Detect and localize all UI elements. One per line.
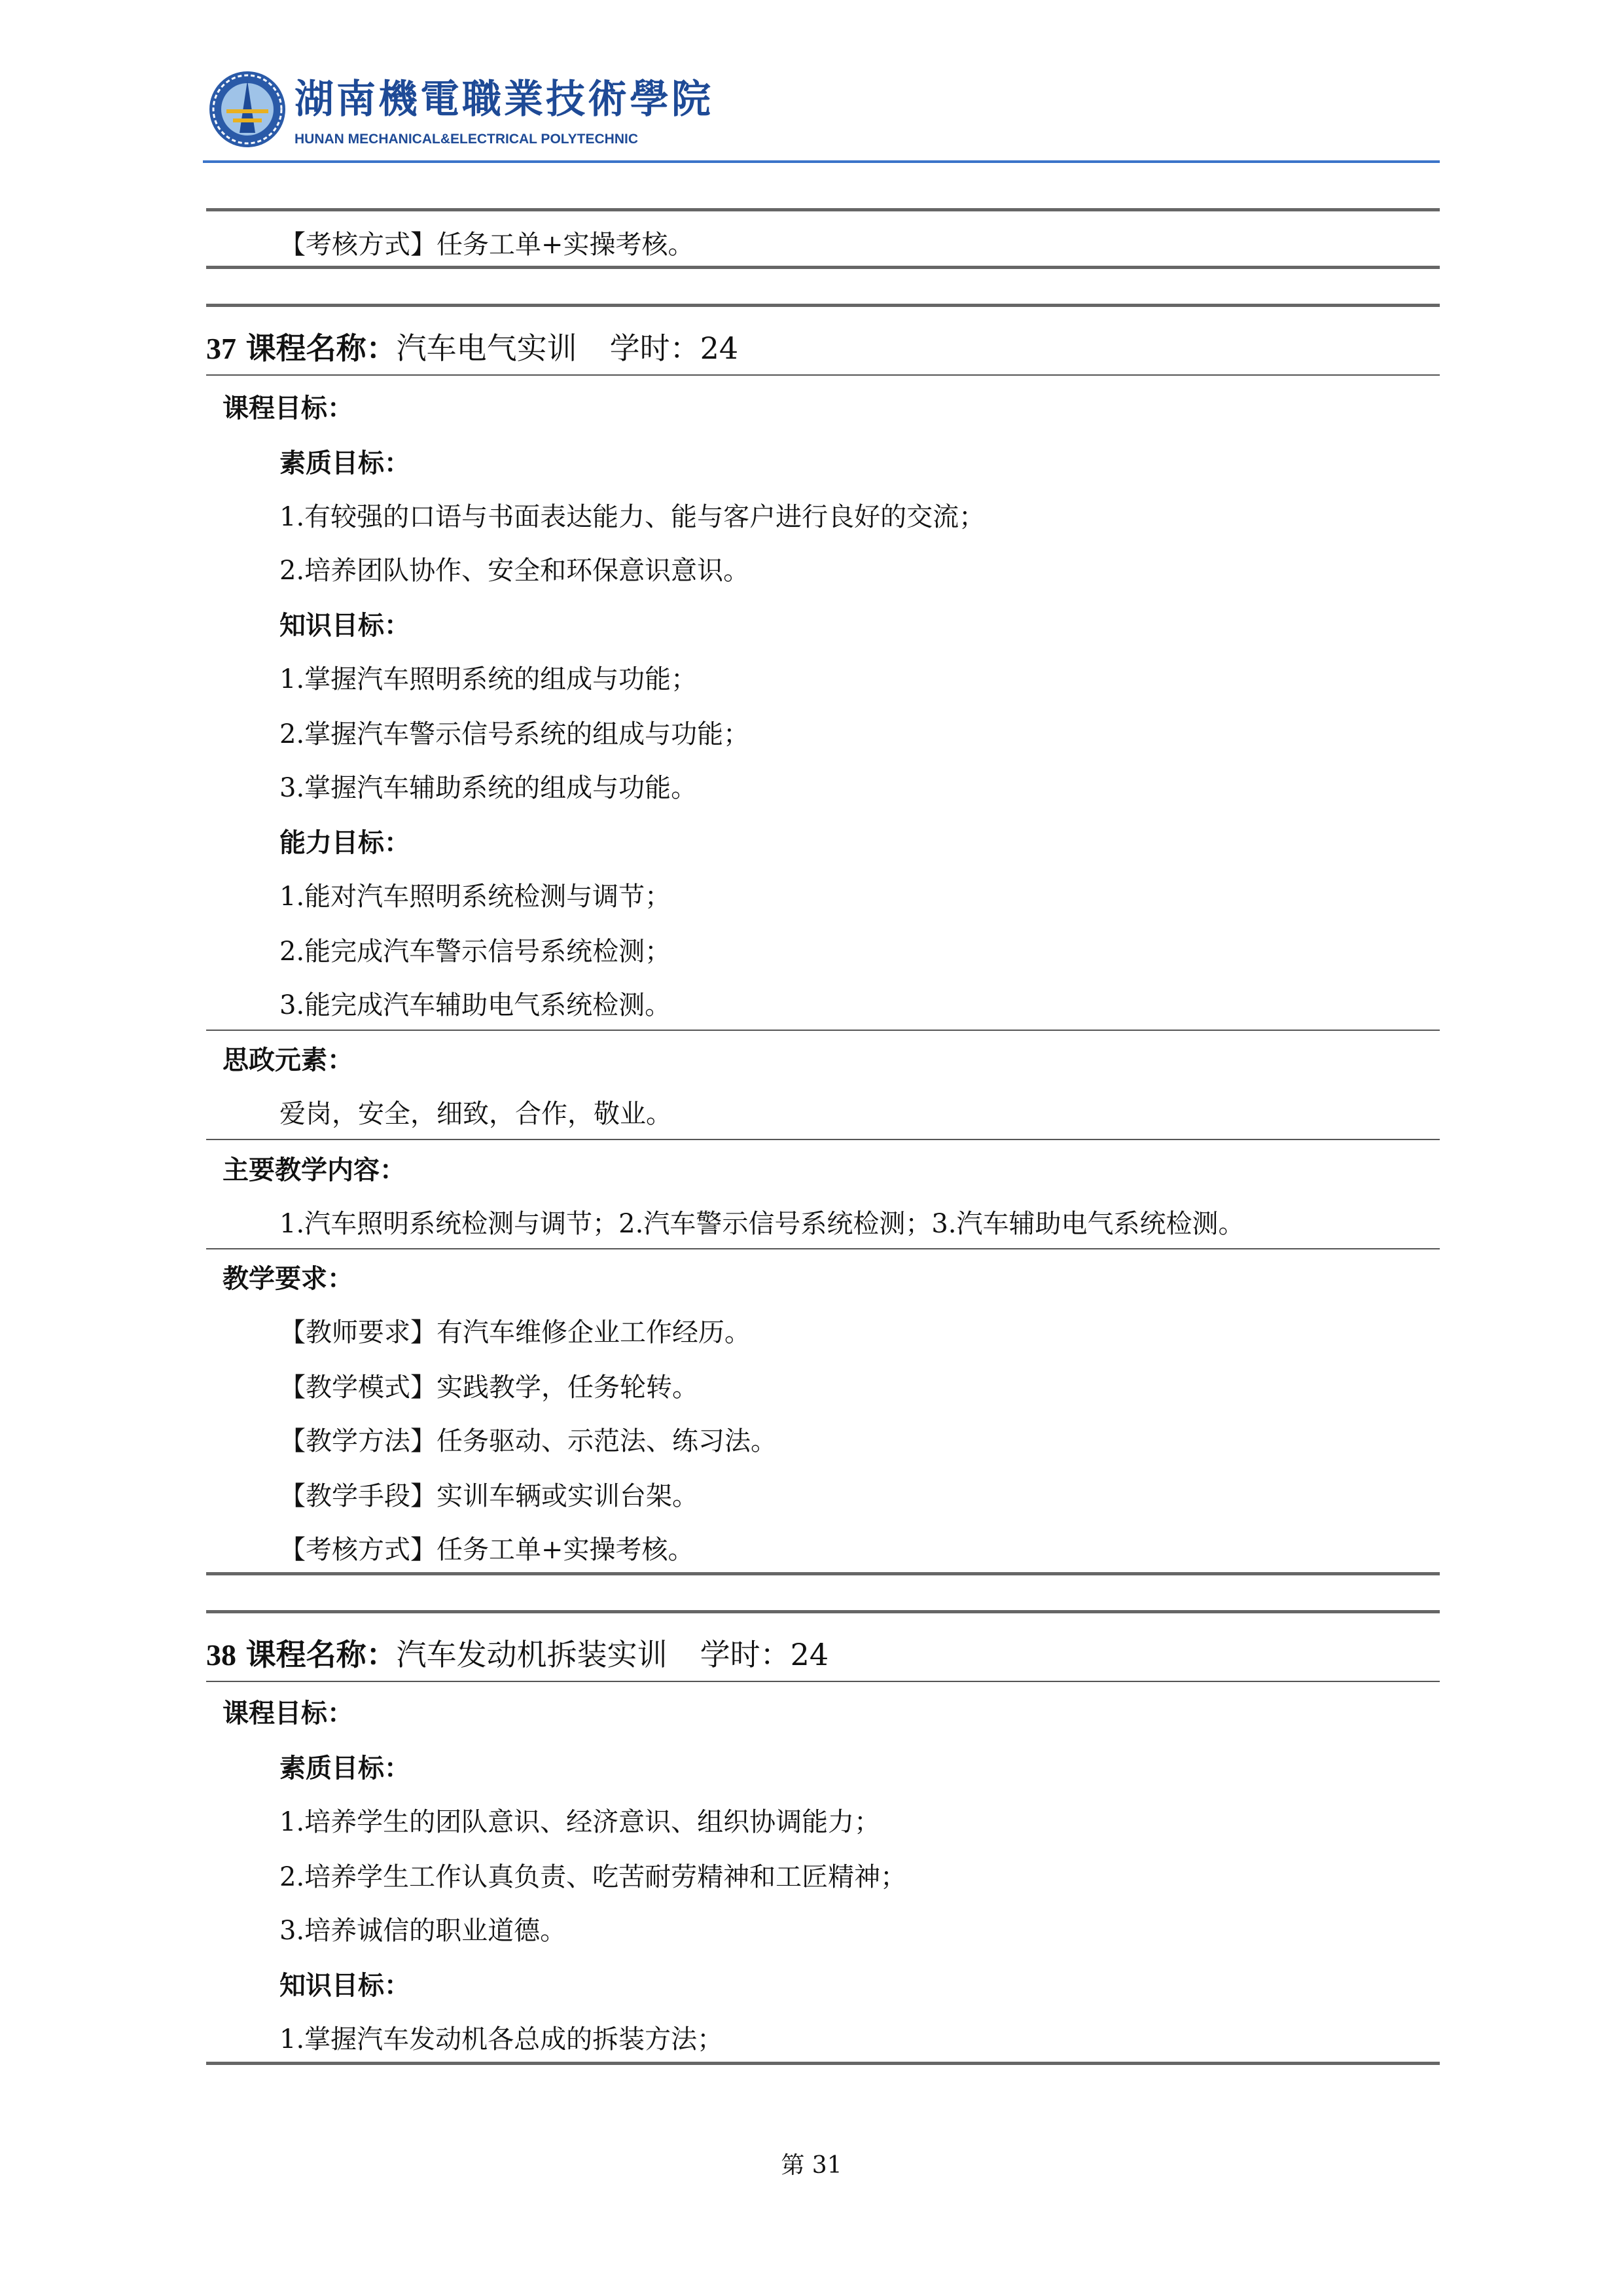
page-number: 第 31	[781, 2152, 842, 2179]
course-hours: 24	[790, 1637, 829, 1672]
divider	[206, 1681, 1440, 1682]
ideology-heading: 思政元素：	[223, 1045, 353, 1075]
quality-heading: 素质目标：	[279, 448, 410, 478]
req-item: 【教师要求】有汽车维修企业工作经历。	[279, 1318, 751, 1348]
goal-heading: 课程目标：	[223, 393, 353, 423]
knowledge-item: 3.掌握汽车辅助系统的组成与功能。	[279, 773, 698, 803]
divider	[206, 1610, 1440, 1613]
ideology-text: 爱岗，安全，细致，合作，敬业。	[279, 1099, 672, 1129]
knowledge-item: 1.掌握汽车照明系统的组成与功能；	[279, 664, 698, 694]
ability-item: 2.能完成汽车警示信号系统检测；	[279, 937, 671, 967]
course-name-label: 课程名称：	[245, 1637, 397, 1672]
divider	[206, 374, 1440, 376]
knowledge-heading: 知识目标：	[279, 610, 410, 641]
course37-title	[206, 330, 738, 367]
course-name: 汽车电气实训	[396, 331, 577, 366]
course-hours-label: 学时：	[609, 331, 700, 366]
ability-item: 3.能完成汽车辅助电气系统检测。	[279, 990, 671, 1020]
req-item: 【考核方式】任务工单+实操考核。	[279, 1535, 694, 1565]
school-name-cn: 湖南機電職業技術學院	[294, 77, 713, 122]
course38-title	[206, 1636, 829, 1674]
course-number: 38	[206, 1638, 236, 1672]
course-hours-label: 学时：	[700, 1637, 791, 1672]
course-hours: 24	[700, 331, 739, 366]
knowledge-item: 2.掌握汽车警示信号系统的组成与功能；	[279, 719, 750, 749]
quality-item: 2.培养学生工作认真负责、吃苦耐劳精神和工匠精神；	[279, 1862, 907, 1892]
divider	[206, 1139, 1440, 1140]
req-item: 【教学方法】任务驱动、示范法、练习法。	[279, 1426, 777, 1456]
page-header	[203, 62, 1440, 167]
divider	[206, 304, 1440, 307]
prev-assessment: 【考核方式】任务工单+实操考核。	[279, 230, 694, 260]
content-text: 1.汽车照明系统检测与调节；2.汽车警示信号系统检测；3.汽车辅助电气系统检测。	[279, 1209, 1245, 1239]
school-logo-icon	[207, 69, 288, 150]
goal-heading: 课程目标：	[223, 1698, 353, 1729]
ability-heading: 能力目标：	[279, 827, 410, 858]
divider	[206, 1030, 1440, 1031]
quality-item: 3.培养诚信的职业道德。	[279, 1916, 567, 1946]
knowledge-item: 1.掌握汽车发动机各总成的拆装方法；	[279, 2024, 724, 2054]
course-name-label: 课程名称：	[245, 331, 397, 366]
req-heading: 教学要求：	[223, 1263, 353, 1294]
divider	[206, 266, 1440, 269]
quality-item: 1.培养学生的团队意识、经济意识、组织协调能力；	[279, 1807, 881, 1837]
knowledge-heading: 知识目标：	[279, 1970, 410, 2001]
req-item: 【教学手段】实训车辆或实训台架。	[279, 1481, 698, 1511]
quality-heading: 素质目标：	[279, 1753, 410, 1784]
divider	[206, 208, 1440, 211]
req-item: 【教学模式】实践教学，任务轮转。	[279, 1372, 698, 1403]
school-name-en: HUNAN MECHANICAL&ELECTRICAL POLYTECHNIC	[294, 132, 639, 147]
course-number: 37	[206, 332, 236, 365]
quality-item: 1.有较强的口语与书面表达能力、能与客户进行良好的交流；	[279, 502, 986, 532]
header-rule	[203, 160, 1440, 163]
divider	[206, 2062, 1440, 2065]
quality-item: 2.培养团队协作、安全和环保意识意识。	[279, 556, 750, 586]
course-name: 汽车发动机拆装实训	[396, 1637, 668, 1672]
divider	[206, 1248, 1440, 1249]
ability-item: 1.能对汽车照明系统检测与调节；	[279, 882, 671, 912]
divider	[206, 1572, 1440, 1575]
content-heading: 主要教学内容：	[223, 1155, 406, 1185]
